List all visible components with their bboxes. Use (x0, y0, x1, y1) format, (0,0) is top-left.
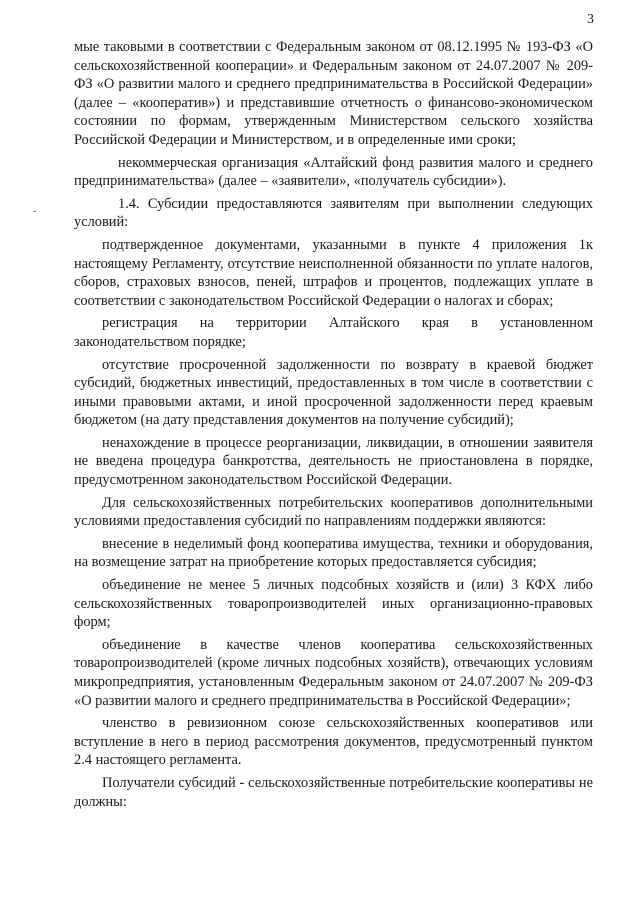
document-body (74, 38, 593, 815)
paragraph-nonprofit-fund: некоммерческая организация «Алтайский фонд развития малого и среднего предпринимательства» (далее – «заявители», «получатель субсидии»). (74, 154, 593, 190)
paragraph-condition-members: объединение в качестве членов кооператива сельскохозяйственных товаропроизводителей (кроме личных подсобных хозяйств), отвечающих условиям микропредприятия, установленным Федеральным законом от 24.07.2007 № 209-ФЗ «О развитии малого и среднего предпринимательства в Российской Федерации»; (74, 636, 593, 709)
paragraph-cooperatives-continued: мые таковыми в соответствии с Федеральным законом от 08.12.1995 № 193-ФЗ «О сельскохозяйственной кооперации» и Федеральным законом от 24.07.2007 № 209-ФЗ «О развитии малого и среднего предпринимательства в Российской Федерации» (далее – «кооператив») и представившие отчетность о финансово-экономическом состоянии по формам, утвержденным Министерством сельского хозяйства Российской Федерации и Министерством, и в определенные ими сроки; (74, 39, 593, 148)
paragraph-condition-fund: внесение в неделимый фонд кооператива имущества, техники и оборудования, на возмещение затрат на приобретение которых предоставляется субсидия; (74, 535, 593, 571)
paragraph-additional-conditions: Для сельскохозяйственных потребительских кооперативов дополнительными условиями предоставления субсидий по направлениям поддержки являются: (74, 494, 593, 530)
paragraph-condition-audit-union: членство в ревизионном союзе сельскохозяйственных кооперативов или вступление в него в период рассмотрения документов, предусмотренный пунктом 2.4 настоящего регламента. (74, 715, 593, 769)
paragraph-condition-debt: отсутствие просроченной задолженности по возврату в краевой бюджет субсидий, бюджетных инвестиций, предоставленных в том числе в соответствии с иными правовыми актами, и иной просроченной задолженности перед краевым бюджетом (на дату представления документов на получение субсидий); (74, 356, 593, 429)
paragraph-condition-tax: подтвержденное документами, указанными в пункте 4 приложения 1к настоящему Регламенту, отсутствие неисполненной обязанности по уплате налогов, сборов, страховых взносов, пеней, штрафов и процентов, подлежащих уплате в соответствии с законодательством Российской Федерации о налогах и сборах; (74, 236, 593, 309)
paragraph-section-1-4: 1.4. Субсидии предоставляются заявителям при выполнении следующих условий: (74, 195, 593, 231)
page-number: 3 (587, 12, 594, 27)
margin-mark (33, 211, 36, 212)
paragraph-recipients-must-not: Получатели субсидий - сельскохозяйственные потребительские кооперативы не должны: (74, 774, 593, 810)
paragraph-condition-union: объединение не менее 5 личных подсобных хозяйств и (или) 3 КФХ либо сельскохозяйственных товаропроизводителей иных организационно-правовых форм; (74, 577, 593, 631)
paragraph-condition-reorganization: ненахождение в процессе реорганизации, ликвидации, в отношении заявителя не введена процедура банкротства, деятельность не приостановлена в порядке, предусмотренном законодательством Российской Федерации. (74, 434, 593, 489)
paragraph-condition-registration: регистрация на территории Алтайского края в установленном законодательством порядке; (74, 315, 593, 350)
